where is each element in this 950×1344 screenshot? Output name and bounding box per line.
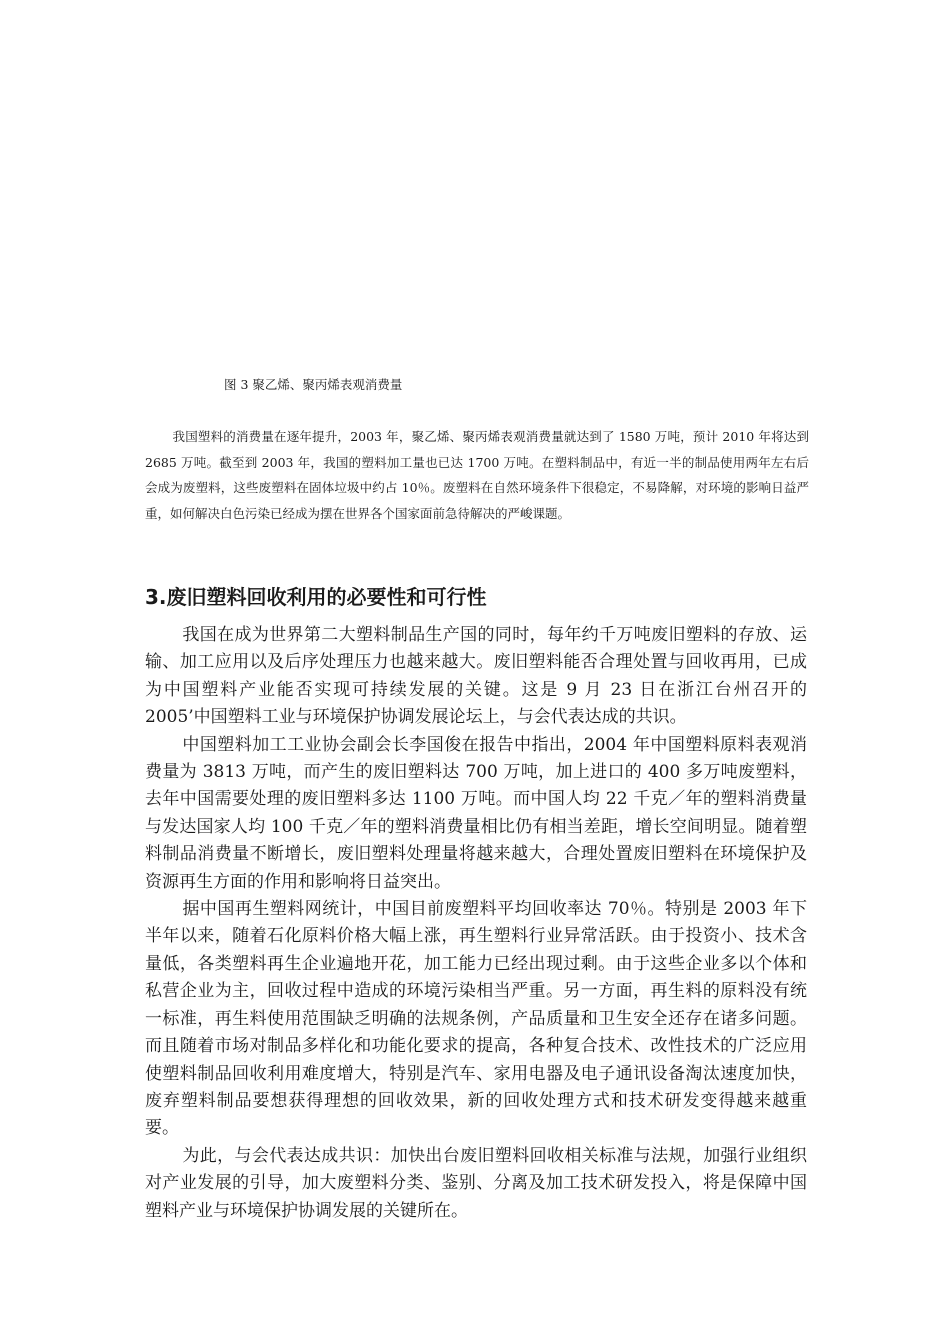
- section-body: [145, 622, 807, 1225]
- body-paragraph-4: 为此，与会代表达成共识：加快出台废旧塑料回收相关标准与法规，加强行业组织对产业发展的引导，加大废塑料分类、鉴别、分离及加工技术研发投入，将是保障中国塑料产业与环境保护协调发展的关键所在。: [145, 1145, 807, 1221]
- intro-paragraph: 我国塑料的消费量在逐年提升，2003 年，聚乙烯、聚丙烯表观消费量就达到了 1580 万吨，预计 2010 年将达到 2685 万吨。截至到 2003 年，我国的塑料加工量也已达 1700 万吨。在塑料制品中，有近一半的制品使用两年左右后会成为废塑料，这些废塑料在固体垃圾中约占 10％。废塑料在自然环境条件下很稳定，不易降解，对环境的影响日益严重，如何解决白色污染已经成为摆在世界各个国家面前急待解决的严峻课题。: [145, 429, 809, 521]
- figure-image-area: [145, 40, 805, 360]
- body-paragraph-2: 中国塑料加工工业协会副会长李国俊在报告中指出，2004 年中国塑料原料表观消费量为 3813 万吨，而产生的废旧塑料达 700 万吨，加上进口的 400 多万吨废塑料，去年中国需要处理的废旧塑料多达 1100 万吨。而中国人均 22 千克／年的塑料消费量与发达国家人均 100 千克／年的塑料消费量相比仍有相当差距，增长空间明显。随着塑料制品消费量不断增长，废旧塑料处理量将越来越大，合理处置废旧塑料在环境保护及资源再生方面的作用和影响将日益突出。: [145, 734, 807, 892]
- section-heading: 3.废旧塑料回收利用的必要性和可行性: [145, 585, 487, 609]
- body-paragraph-1: 我国在成为世界第二大塑料制品生产国的同时，每年约千万吨废旧塑料的存放、运输、加工应用以及后序处理压力也越来越大。废旧塑料能否合理处置与回收再用，已成为中国塑料产业能否实现可持续发展的关键。这是 9 月 23 日在浙江台州召开的 2005’中国塑料工业与环境保护协调发展论坛上，与会代表达成的共识。: [145, 625, 807, 728]
- figure-caption: 图 3 聚乙烯、聚丙烯表观消费量: [224, 377, 403, 392]
- body-paragraph-3: 据中国再生塑料网统计，中国目前废塑料平均回收率达 70％。特别是 2003 年下半年以来，随着石化原料价格大幅上涨，再生塑料行业异常活跃。由于投资小、技术含量低，各类塑料再生企业遍地开花，加工能力已经出现过剩。由于这些企业多以个体和私营企业为主，回收过程中造成的环境污染相当严重。另一方面，再生料的原料没有统一标准，再生料使用范围缺乏明确的法规条例，产品质量和卫生安全还存在诸多问题。而且随着市场对制品多样化和功能化要求的提高，各种复合技术、改性技术的广泛应用使塑料制品回收利用难度增大，特别是汽车、家用电器及电子通讯设备淘汰速度加快，废弃塑料制品要想获得理想的回收效果，新的回收处理方式和技术研发变得越来越重要。: [145, 899, 807, 1139]
